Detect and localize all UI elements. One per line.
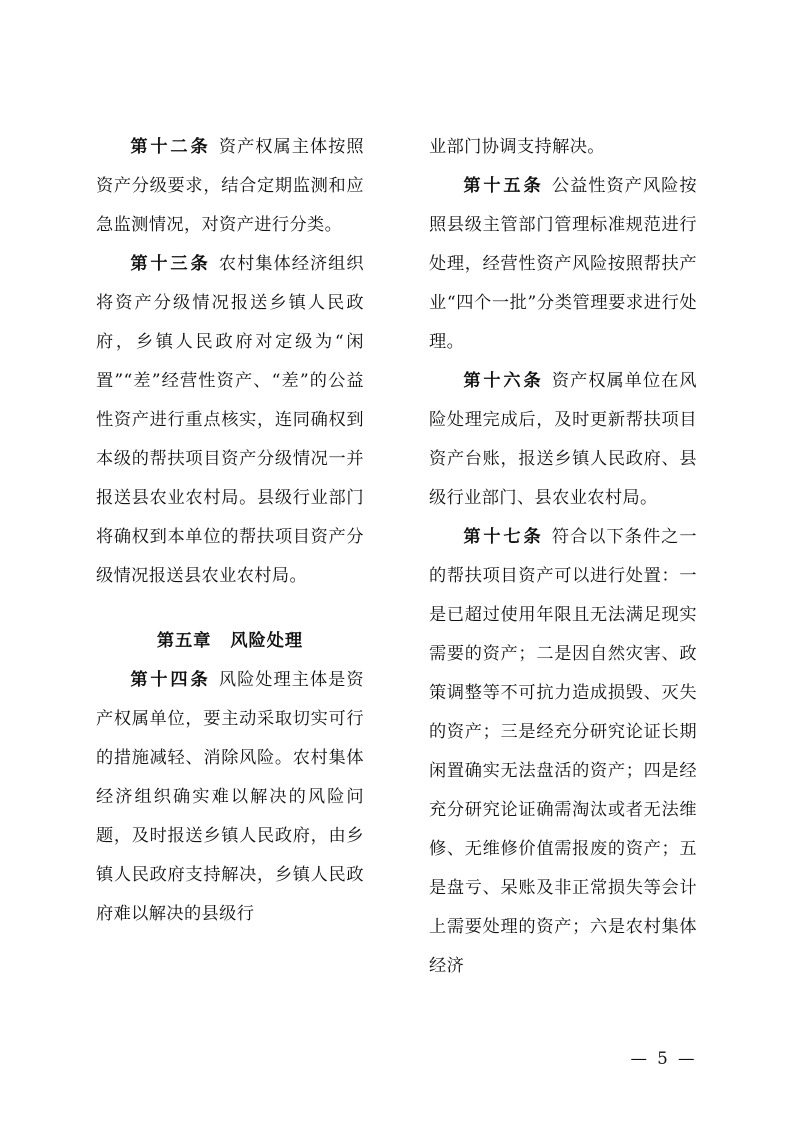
chapter-number: 第五章 — [156, 631, 212, 651]
article-lead-12: 第十二条 — [130, 137, 211, 157]
article-lead-14: 第十四条 — [130, 670, 211, 690]
chapter-title: 风险处理 — [230, 631, 304, 651]
paragraph-continuation — [429, 128, 697, 167]
left-column — [96, 128, 368, 934]
article-lead-15: 第十五条 — [463, 176, 544, 196]
paragraph-article-17 — [429, 518, 697, 986]
article-body-16: 资产权属单位在风险处理完成后，及时更新帮扶项目资产台账，报送乡镇人民政府、县级行业部门、县农业农村局。 — [429, 371, 697, 508]
two-column-body — [96, 128, 697, 1008]
article-body-15: 公益性资产风险按照县级主管部门管理标准规范进行处理，经营性资产风险按照帮扶产业“四个一批”分类管理要求进行处理。 — [429, 176, 697, 352]
continuation-body: 业部门协调支持解决。 — [429, 137, 605, 157]
article-lead-13: 第十三条 — [130, 254, 211, 274]
paragraph-article-15 — [429, 167, 697, 362]
article-body-14: 风险处理主体是资产权属单位，要主动采取切实可行的措施减轻、消除风险。农村集体经济组织确实难以解决的风险问题，及时报送乡镇人民政府，由乡镇人民政府支持解决，乡镇人民政府难以解决的县级行 — [96, 670, 364, 924]
chapter-heading — [96, 622, 364, 661]
article-lead-16: 第十六条 — [463, 371, 544, 391]
paragraph-article-16 — [429, 362, 697, 518]
paragraph-article-12 — [96, 128, 364, 245]
article-body-12: 资产权属主体按照资产分级要求，结合定期监测和应急监测情况，对资产进行分类。 — [96, 137, 364, 235]
article-lead-17: 第十七条 — [463, 527, 544, 547]
right-column — [425, 128, 697, 986]
paragraph-article-13 — [96, 245, 364, 596]
article-body-17: 符合以下条件之一的帮扶项目资产可以进行处置：一是已超过使用年限且无法满足现实需要的资产；二是因自然灾害、政策调整等不可抗力造成损毁、灭失的资产；三是经充分研究论证长期闲置确实无法盘活的资产；四是经充分研究论证确需淘汰或者无法维修、无维修价值需报废的资产；五是盘亏、呆账及非正常损失等会计上需要处理的资产；六是农村集体经济 — [429, 527, 697, 976]
page-number: — 5 — — [630, 1049, 697, 1068]
article-body-13: 农村集体经济组织将资产分级情况报送乡镇人民政府，乡镇人民政府对定级为“闲置”“差”经营性资产、“差”的公益性资产进行重点核实，连同确权到本级的帮扶项目资产分级情况一并报送县农业农村局。县级行业部门将确权到本单位的帮扶项目资产分级情况报送县农业农村局。 — [96, 254, 364, 586]
paragraph-article-14 — [96, 661, 364, 934]
